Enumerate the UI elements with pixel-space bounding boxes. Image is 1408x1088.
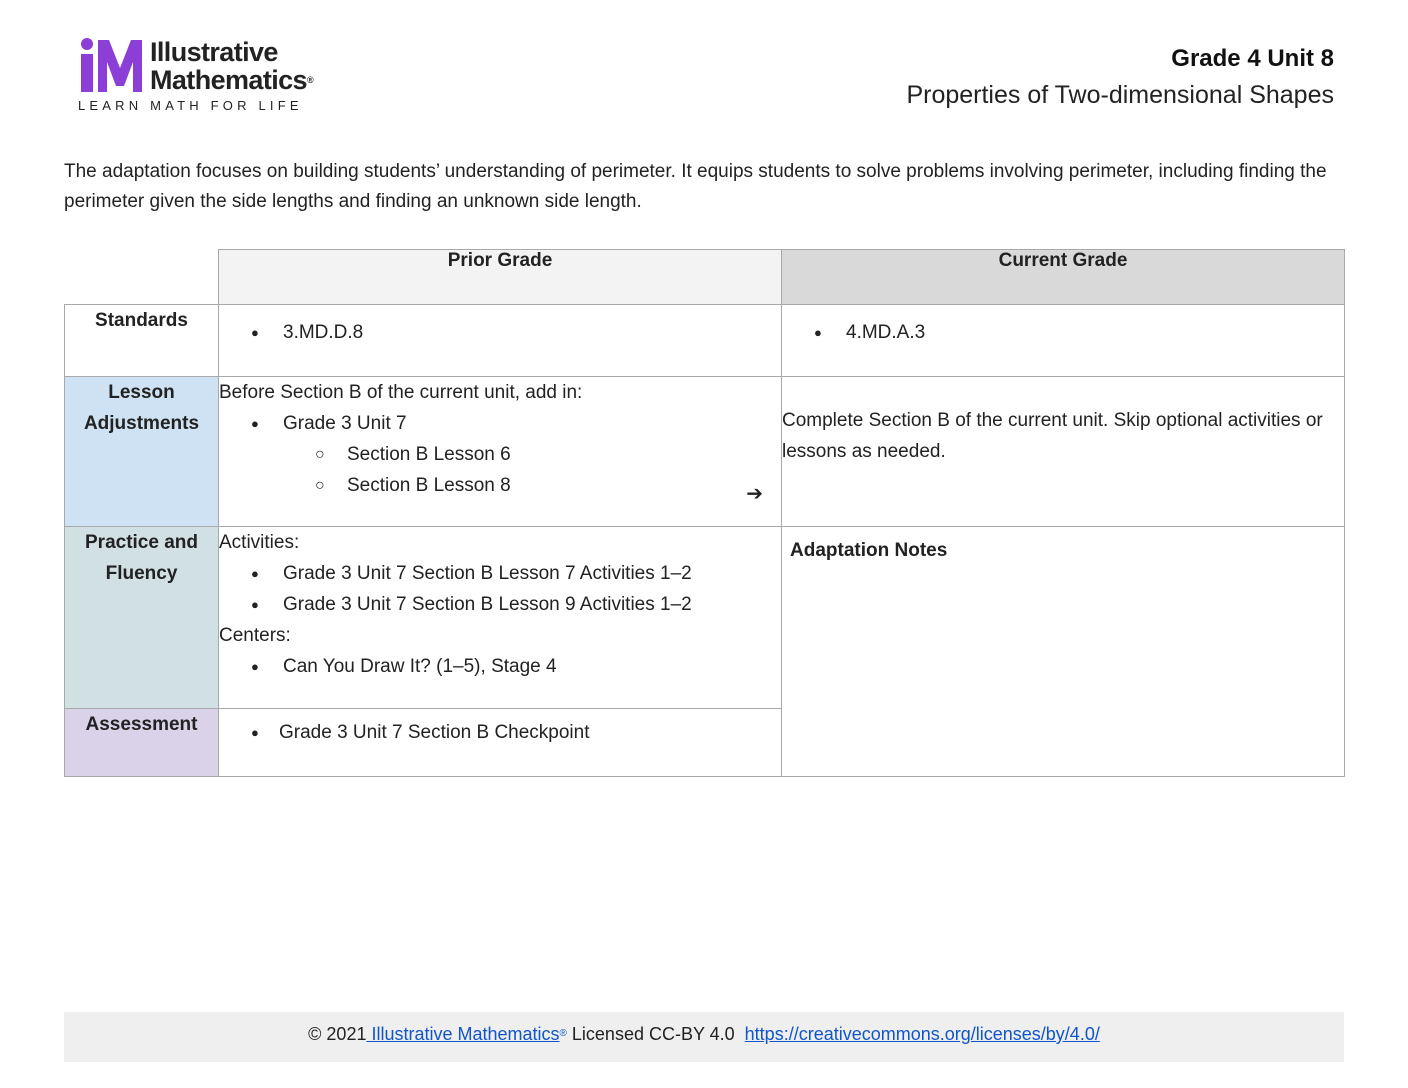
footer-license: Licensed CC-BY 4.0 xyxy=(566,1024,745,1044)
practice-label-line1: Practice and xyxy=(85,532,198,553)
center-1: Can You Draw It? (1–5), Stage 4 xyxy=(283,656,557,677)
adaptation-notes-cell xyxy=(782,527,1345,777)
unit-subtitle: Properties of Two-dimensional Shapes xyxy=(906,81,1334,109)
sub-list-item xyxy=(219,439,781,470)
lesson-adjustments-row-label xyxy=(65,377,219,527)
logo-wordmark xyxy=(150,38,314,94)
list-item xyxy=(219,651,781,682)
assessment-prior: Grade 3 Unit 7 Section B Checkpoint xyxy=(279,722,590,743)
prior-grade-header: Prior Grade xyxy=(219,250,782,305)
logo-line-2 xyxy=(150,66,314,94)
practice-label-line2: Fluency xyxy=(105,563,178,584)
practice-fluency-row-label xyxy=(65,527,219,709)
list-item xyxy=(219,589,781,620)
table-corner-blank xyxy=(65,250,219,305)
assessment-row-label: Assessment xyxy=(65,709,219,777)
list-item xyxy=(782,317,1344,348)
registered-mark: ® xyxy=(306,75,314,85)
lesson-label-line2: Adjustments xyxy=(83,413,200,434)
unit-title: Grade 4 Unit 8 xyxy=(1171,45,1334,72)
standards-prior-cell xyxy=(219,305,782,377)
lesson-prior-item: Grade 3 Unit 7 xyxy=(283,413,407,434)
standards-row-label: Standards xyxy=(65,305,219,377)
list-item xyxy=(219,408,781,439)
footer-copyright: © 2021 xyxy=(308,1024,367,1044)
logo-line-2-text: Mathematics xyxy=(150,65,307,95)
im-logo-mark-icon xyxy=(78,38,142,94)
activity-2: Grade 3 Unit 7 Section B Lesson 9 Activities 1–2 xyxy=(283,594,692,615)
adaptation-notes-heading: Adaptation Notes xyxy=(790,540,948,561)
lesson-prior-intro: Before Section B of the current unit, add in: xyxy=(219,382,583,403)
sub-list-item xyxy=(219,470,781,501)
centers-label: Centers: xyxy=(219,625,291,646)
lesson-current-text: Complete Section B of the current unit. Skip optional activities or lessons as needed. xyxy=(782,410,1323,462)
logo-tagline: LEARN MATH FOR LIFE xyxy=(78,98,303,113)
standard-current: 4.MD.A.3 xyxy=(846,322,926,343)
lesson-prior-sub1: Section B Lesson 6 xyxy=(347,444,511,465)
standard-prior: 3.MD.D.8 xyxy=(283,322,364,343)
list-item xyxy=(219,558,781,589)
activity-1: Grade 3 Unit 7 Section B Lesson 7 Activities 1–2 xyxy=(283,563,692,584)
list-item xyxy=(219,717,781,748)
illustrative-mathematics-link[interactable]: Illustrative Mathematics xyxy=(366,1024,560,1044)
assessment-prior-cell xyxy=(219,709,782,777)
document-header xyxy=(906,42,1334,114)
practice-prior-cell xyxy=(219,527,782,709)
illustrative-mathematics-logo xyxy=(78,38,348,118)
lesson-label-line1: Lesson xyxy=(108,382,175,403)
lesson-current-cell xyxy=(782,377,1345,527)
page-footer xyxy=(64,1012,1344,1062)
adaptation-table xyxy=(64,249,1345,777)
footer-registered-mark: ® xyxy=(559,1028,567,1039)
list-item xyxy=(219,317,781,348)
creative-commons-link[interactable]: https://creativecommons.org/licenses/by/4.0/ xyxy=(744,1024,1100,1044)
intro-paragraph: The adaptation focuses on building students’ understanding of perimeter. It equips students to solve problems involving perimeter, including finding the perimeter given the side lengths and finding an unknown side length. xyxy=(64,161,1327,212)
standards-current-cell xyxy=(782,305,1345,377)
logo-line-1: Illustrative xyxy=(150,37,278,67)
lesson-prior-cell xyxy=(219,377,782,527)
activities-label: Activities: xyxy=(219,532,300,553)
right-arrow-icon: ➔ xyxy=(746,483,763,505)
current-grade-header: Current Grade xyxy=(782,250,1345,305)
lesson-prior-sub2: Section B Lesson 8 xyxy=(347,475,511,496)
